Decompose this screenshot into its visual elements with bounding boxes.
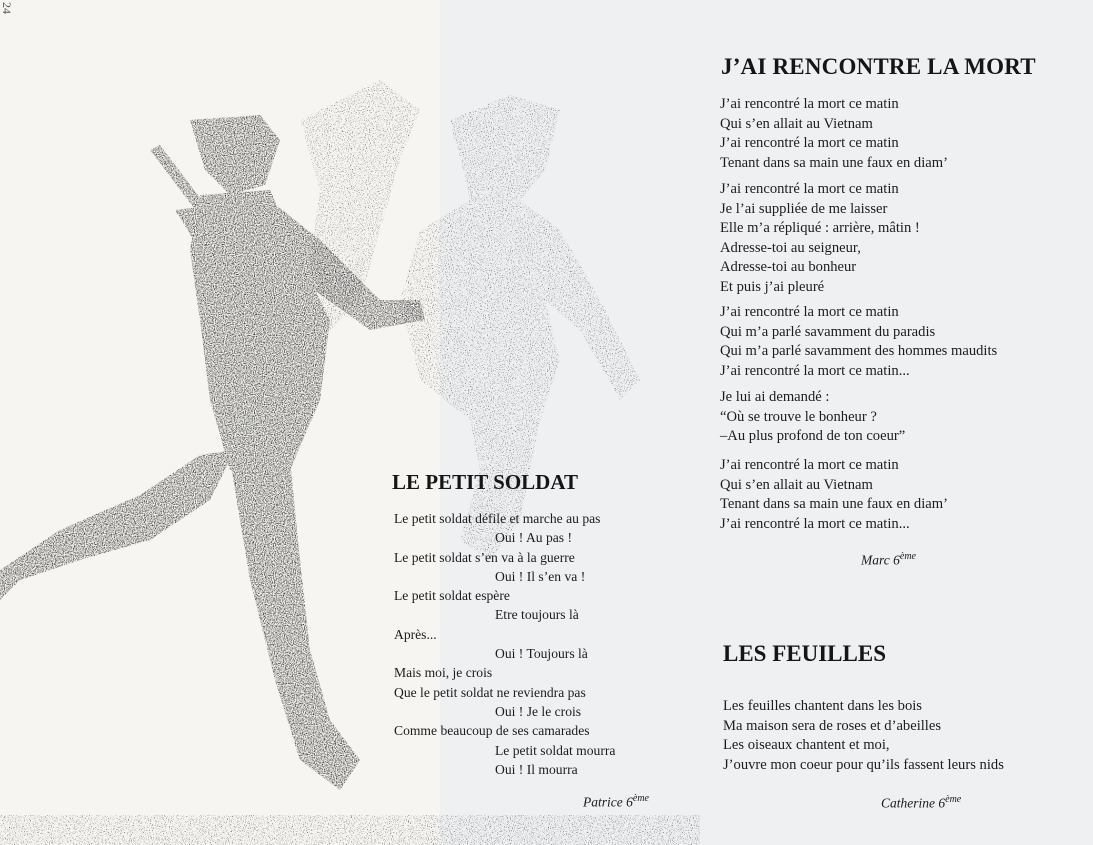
poem-line: Les oiseaux chantent et moi, <box>723 737 890 754</box>
author-name: Marc 6 <box>861 552 900 568</box>
poem-line: Oui ! Toujours là <box>495 646 588 662</box>
poem-line: Et puis j’ai pleuré <box>720 278 825 295</box>
poem-line: Comme beaucoup de ses camarades <box>394 723 590 739</box>
author-grade-suffix: ème <box>632 793 649 804</box>
poem-line: Adresse-toi au bonheur <box>720 259 857 276</box>
poem-line: J’ai rencontré la mort ce matin <box>720 181 899 197</box>
poem-line: Le petit soldat mourra <box>495 742 616 758</box>
poem-line: Qui s’en allait au Vietnam <box>720 115 873 132</box>
poem-line: –Au plus profond de ton coeur” <box>720 428 906 445</box>
poem-line: Après... <box>394 626 437 642</box>
poem-line: Les feuilles chantent dans les bois <box>723 698 922 714</box>
soldat-poem <box>394 509 615 779</box>
author-mort <box>861 551 916 569</box>
poem-line: Qui m’a parlé savamment du paradis <box>720 323 936 340</box>
poem-title-mort: J’AI RENCONTRE LA MORT <box>721 54 1036 79</box>
poem-line: Qui s’en allait au Vietnam <box>720 476 873 493</box>
feuilles-poem <box>723 697 1004 775</box>
poem-line: J’ai rencontré la mort ce matin <box>720 304 899 320</box>
poem-line: J’ai rencontré la mort ce matin <box>720 457 899 473</box>
poem-line: J’ai rencontré la mort ce matin... <box>720 515 910 532</box>
author-name: Catherine 6 <box>881 795 946 811</box>
poem-line: Tenant dans sa main une faux en diam’ <box>720 496 948 513</box>
poem-line: Le petit soldat s’en va à la guerre <box>394 549 575 565</box>
author-soldat <box>583 793 649 811</box>
poem-line: Elle m’a répliqué : arrière, mâtin ! <box>720 220 920 237</box>
poem-line: Le petit soldat espère <box>394 588 510 604</box>
poem-line: Adresse-toi au seigneur, <box>720 239 861 256</box>
author-feuilles <box>881 794 961 812</box>
poem-line: “Où se trouve le bonheur ? <box>720 408 877 425</box>
poem-line: J’ai rencontré la mort ce matin... <box>720 362 910 379</box>
poem-line: J’ouvre mon coeur pour qu’ils fassent leurs nids <box>723 756 1004 773</box>
poem-line: Mais moi, je crois <box>394 665 493 681</box>
poem-line: Oui ! Il mourra <box>495 761 578 777</box>
poem-line: Ma maison sera de roses et d’abeilles <box>723 717 942 734</box>
mort-stanza-3 <box>720 303 997 381</box>
mort-stanza-1 <box>720 95 948 173</box>
ground-speckle <box>0 815 700 845</box>
poem-line: Oui ! Il s’en va ! <box>495 568 586 584</box>
poem-line: Oui ! Au pas ! <box>495 530 573 546</box>
author-grade-suffix: ème <box>899 551 916 562</box>
poem-title-soldat: LE PETIT SOLDAT <box>392 470 578 494</box>
poem-line: Je lui ai demandé : <box>720 389 830 405</box>
mort-stanza-2 <box>720 180 920 298</box>
poem-line: Que le petit soldat ne reviendra pas <box>394 684 586 700</box>
poem-line: Oui ! Je le crois <box>495 703 582 719</box>
poem-line: J’ai rencontré la mort ce matin <box>720 135 899 152</box>
poem-line: Qui m’a parlé savamment des hommes maudits <box>720 343 998 360</box>
author-name: Patrice 6 <box>583 794 633 810</box>
mort-stanza-5 <box>720 456 948 534</box>
poem-title-feuilles: LES FEUILLES <box>723 641 886 666</box>
poem-line: Le petit soldat défile et marche au pas <box>394 511 601 526</box>
author-grade-suffix: ème <box>945 794 962 805</box>
page-number: 24 <box>0 2 14 14</box>
poem-line: Etre toujours là <box>495 607 579 623</box>
mort-stanza-4 <box>720 388 905 447</box>
poem-line: Tenant dans sa main une faux en diam’ <box>720 154 948 171</box>
poem-line: J’ai rencontré la mort ce matin <box>720 96 899 112</box>
poem-line: Je l’ai suppliée de me laisser <box>720 200 888 217</box>
